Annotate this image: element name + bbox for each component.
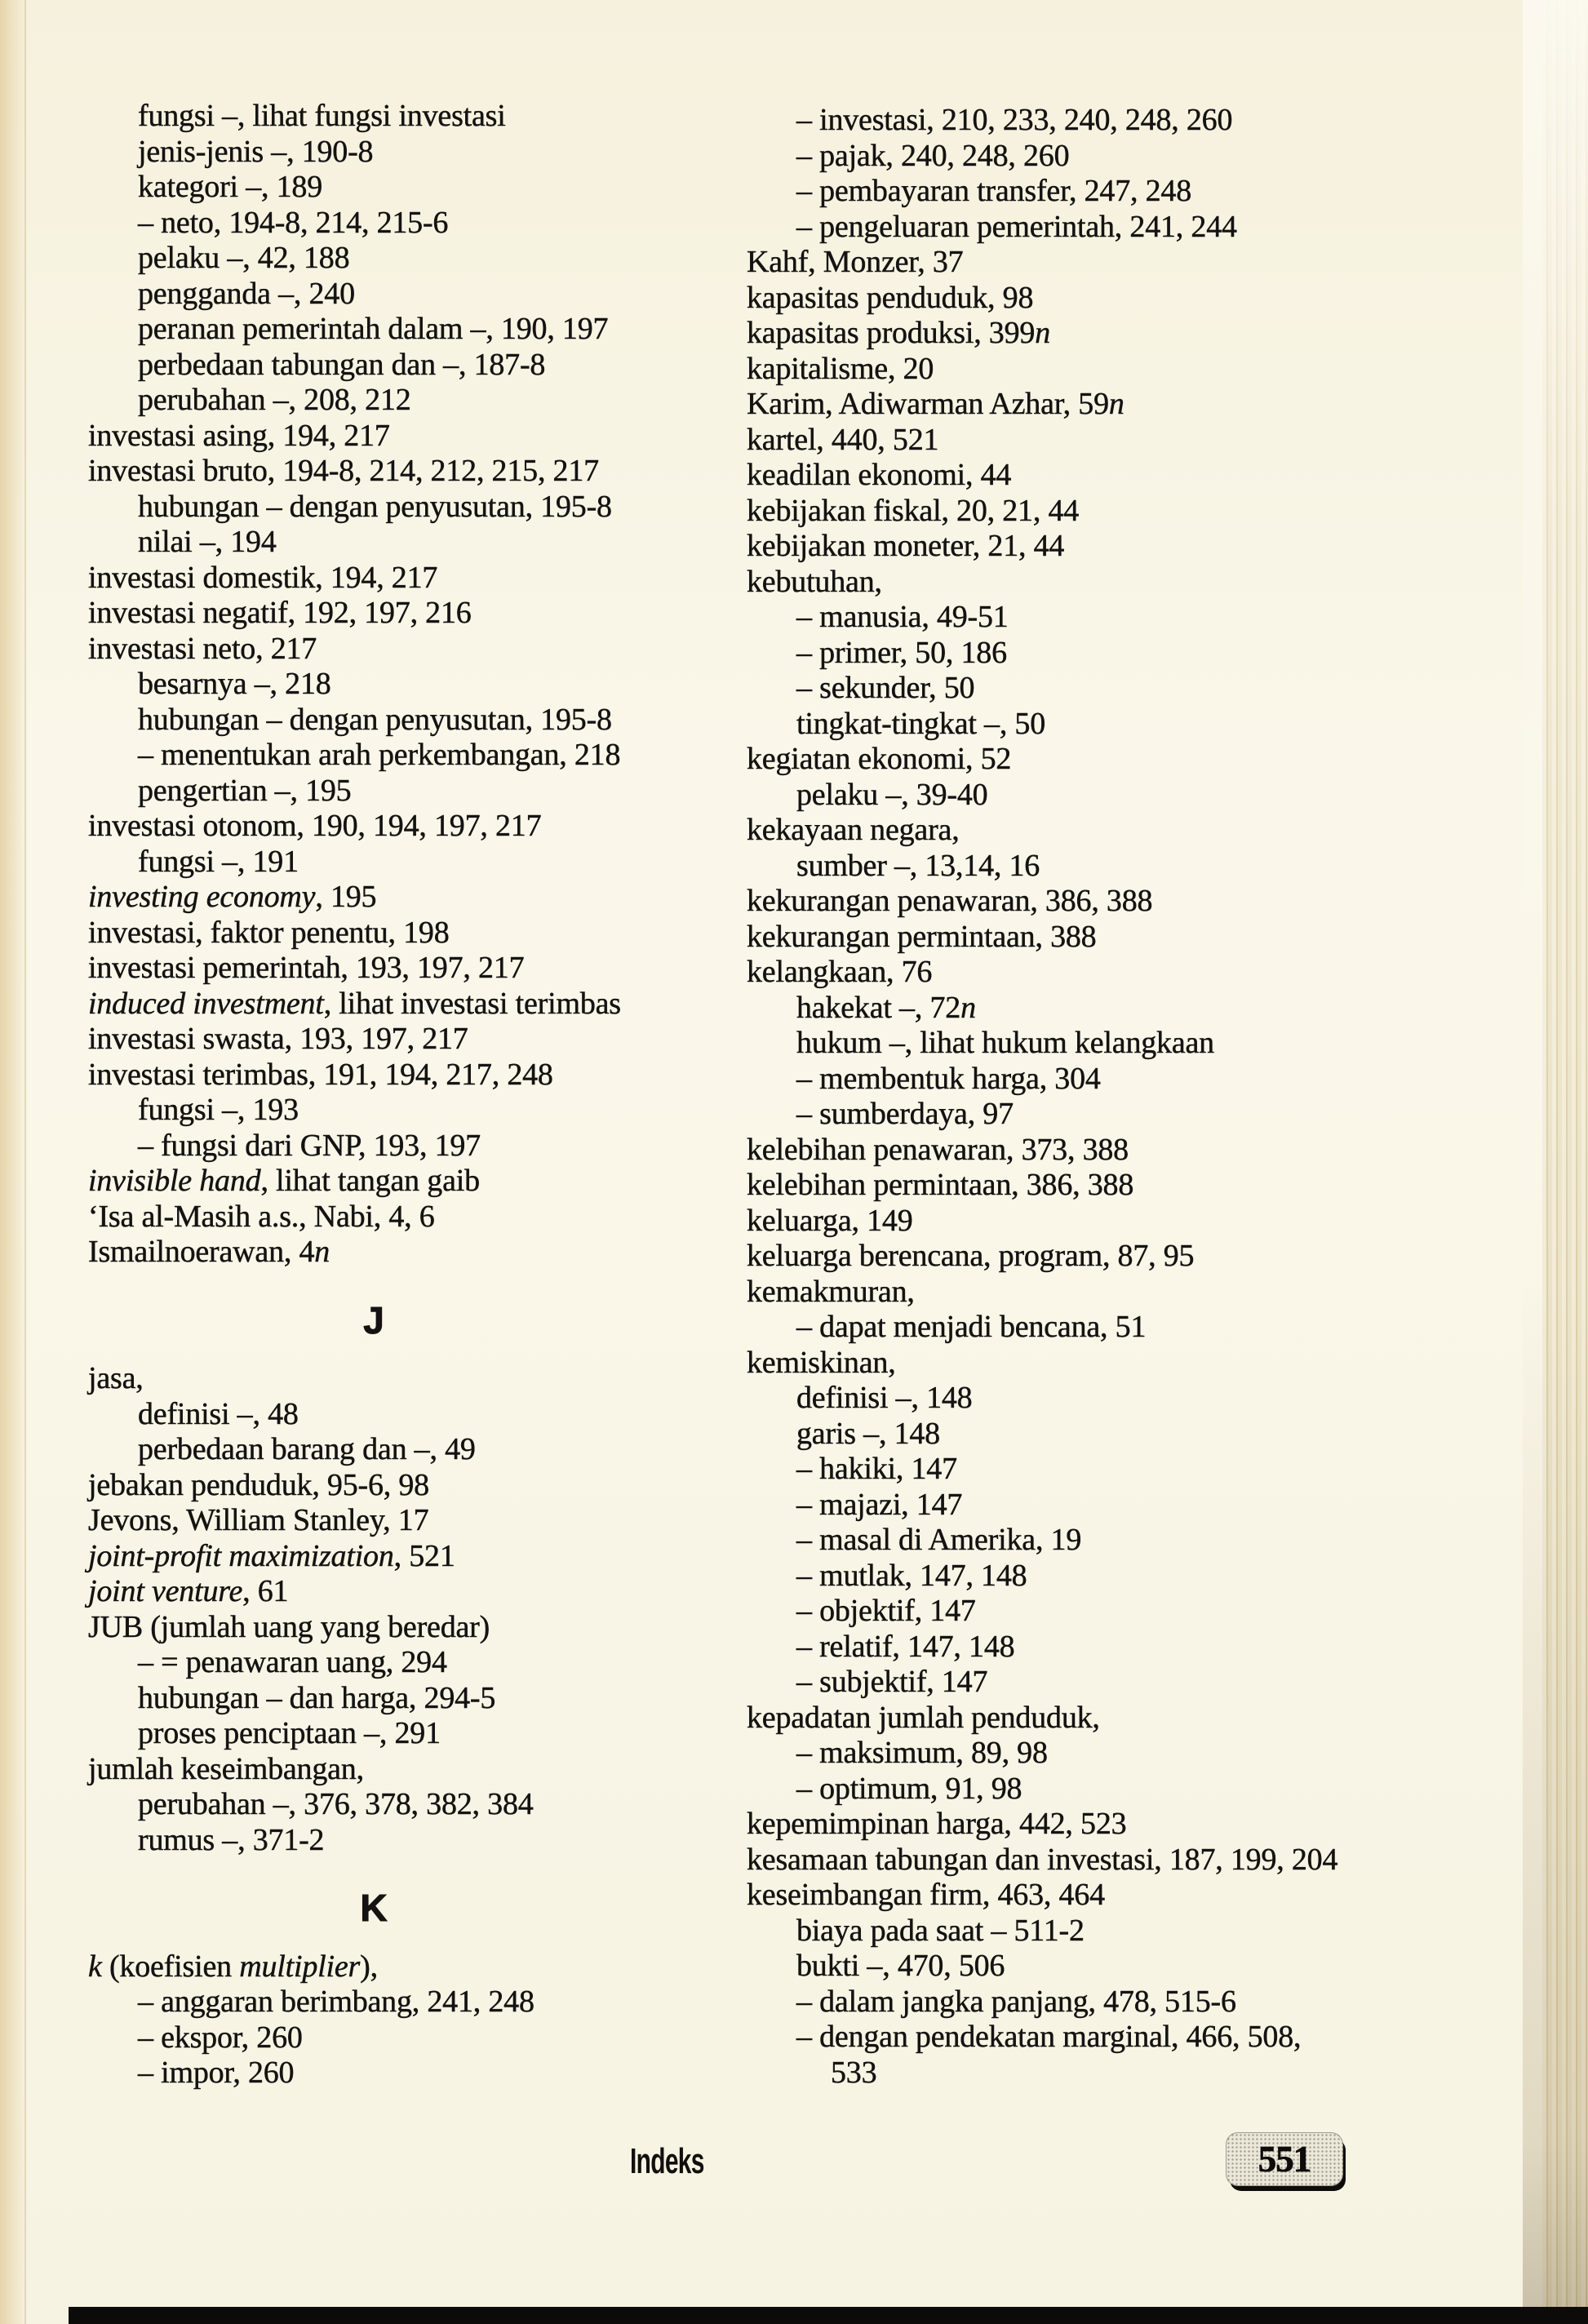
- index-entry-text: perubahan –, 208, 212: [138, 383, 411, 417]
- index-entry-text: – pengeluaran pemerintah, 241, 244: [796, 209, 1237, 244]
- index-entry: [796, 1381, 1571, 1417]
- index-entry: [796, 210, 1571, 246]
- index-entry: [88, 987, 741, 1022]
- index-entry-text: investasi terimbas, 191, 194, 217, 248: [88, 1057, 553, 1092]
- index-column-right: [747, 103, 1571, 2091]
- index-entry-text-italic: n: [314, 1235, 330, 1269]
- index-entry: [796, 174, 1571, 210]
- index-entry: [138, 774, 741, 809]
- index-entry: [796, 1310, 1571, 1346]
- index-entry-text: kelebihan permintaan, 386, 388: [747, 1168, 1134, 1202]
- index-entry: [796, 1736, 1571, 1772]
- index-entry-text: Karim, Adiwarman Azhar, 59: [747, 387, 1109, 421]
- index-entry-text: kelangkaan, 76: [747, 955, 933, 989]
- index-entry: [138, 490, 741, 526]
- index-entry-text: jenis-jenis –, 190-8: [138, 134, 374, 169]
- index-entry-text: kartel, 440, 521: [747, 422, 939, 457]
- index-entry-text-italic: n: [1035, 316, 1051, 350]
- index-entry-text: investasi swasta, 193, 197, 217: [88, 1022, 468, 1056]
- index-entry: [138, 845, 741, 880]
- index-entry-text: (koefisien: [101, 1949, 240, 1984]
- index-entry: [88, 1022, 741, 1058]
- index-entry-text: Kahf, Monzer, 37: [747, 245, 964, 279]
- index-entry-text: – manusia, 49-51: [796, 600, 1009, 634]
- index-entry: [138, 241, 741, 277]
- index-entry: [138, 1129, 741, 1164]
- index-entry: [88, 454, 741, 490]
- index-entry-text: – ekspor, 260: [138, 2020, 303, 2055]
- index-entry: [796, 1417, 1571, 1452]
- index-entry-text: perbedaan tabungan dan –, 187-8: [138, 347, 546, 382]
- index-entry-text: kegiatan ekonomi, 52: [747, 742, 1012, 776]
- index-entry-text: kekurangan penawaran, 386, 388: [747, 884, 1153, 918]
- index-entry: [138, 277, 741, 313]
- index-entry-text: pengertian –, 195: [138, 773, 352, 808]
- index-entry-text: hukum –, lihat hukum kelangkaan: [796, 1026, 1214, 1060]
- index-entry: [138, 1645, 741, 1681]
- index-entry-text: jumlah keseimbangan,: [88, 1751, 364, 1786]
- index-entry: [88, 880, 741, 916]
- index-entry-text: – investasi, 210, 233, 240, 248, 260: [796, 103, 1233, 137]
- index-entry: [138, 1432, 741, 1468]
- index-entry: [796, 1523, 1571, 1559]
- scan-left-edge-strip: [0, 0, 28, 2324]
- index-entry: [88, 632, 741, 667]
- index-entry-text: definisi –, 48: [138, 1396, 299, 1431]
- index-entry-text: – optimum, 91, 98: [796, 1771, 1022, 1806]
- index-entry: [138, 1787, 741, 1823]
- index-entry-text: kebijakan moneter, 21, 44: [747, 529, 1065, 563]
- index-entry-text: – relatif, 147, 148: [796, 1629, 1015, 1664]
- index-entry-text: kebijakan fiskal, 20, 21, 44: [747, 493, 1080, 528]
- index-entry: [796, 849, 1571, 885]
- index-entry: [796, 1062, 1571, 1098]
- index-entry: [747, 1878, 1571, 1914]
- index-entry: [138, 1823, 741, 1859]
- index-entry-text-italic: n: [960, 990, 976, 1025]
- index-entry-text: – subjektif, 147: [796, 1665, 988, 1699]
- index-entry-text: peranan pemerintah dalam –, 190, 197: [138, 312, 609, 346]
- index-entry: [796, 1026, 1571, 1062]
- index-entry: [88, 1058, 741, 1093]
- index-entry-text: pelaku –, 42, 188: [138, 241, 350, 275]
- index-entry: [88, 1610, 741, 1646]
- index-entry-text: 533: [831, 2055, 877, 2090]
- index-entry-text-italic: induced investment: [88, 986, 324, 1021]
- index-entry: [138, 312, 741, 348]
- index-entry-text: – sumberdaya, 97: [796, 1097, 1014, 1131]
- index-entry: [138, 2020, 741, 2056]
- index-entry: [796, 1594, 1571, 1630]
- index-entry: [796, 671, 1571, 707]
- index-entry-text: biaya pada saat – 511-2: [796, 1913, 1085, 1948]
- index-entry-text: hubungan – dengan penyusutan, 195-8: [138, 489, 612, 524]
- index-entry: [88, 1503, 741, 1539]
- index-entry-text: – = penawaran uang, 294: [138, 1645, 447, 1679]
- index-entry-text: fungsi –, 191: [138, 844, 299, 879]
- index-entry: [88, 1752, 741, 1788]
- index-entry-text: kapasitas penduduk, 98: [747, 280, 1034, 315]
- index-entry-text: – masal di Amerika, 19: [796, 1523, 1082, 1557]
- index-entry-text-italic: multiplier: [239, 1949, 361, 1984]
- index-entry-text: fungsi –, 193: [138, 1093, 299, 1127]
- index-entry: [796, 1985, 1571, 2020]
- index-entry: [796, 1559, 1571, 1594]
- index-entry-text: kepadatan jumlah penduduk,: [747, 1700, 1100, 1735]
- index-entry-text: hubungan – dengan penyusutan, 195-8: [138, 702, 612, 737]
- index-entry-text: – dengan pendekatan marginal, 466, 508,: [796, 2020, 1302, 2054]
- index-entry-text: – menentukan arah perkembangan, 218: [138, 738, 621, 772]
- index-entry: [796, 1914, 1571, 1949]
- index-entry: [138, 206, 741, 242]
- section-heading: K: [360, 1887, 388, 1929]
- index-entry-text: kategori –, 189: [138, 170, 323, 204]
- index-entry-text: , 61: [242, 1574, 289, 1608]
- index-entry: [88, 1539, 741, 1575]
- index-entry: [796, 139, 1571, 175]
- index-entry: [88, 1949, 741, 1985]
- index-entry-text: investasi bruto, 194-8, 214, 212, 215, 217: [88, 454, 599, 488]
- index-entry-text: kekayaan negara,: [747, 813, 960, 847]
- index-entry-text: fungsi –, lihat fungsi investasi: [138, 99, 506, 133]
- index-entry: [138, 703, 741, 738]
- index-entry: [747, 1346, 1571, 1382]
- index-entry: [138, 525, 741, 561]
- index-entry-text: – fungsi dari GNP, 193, 197: [138, 1128, 481, 1163]
- index-entry: [138, 667, 741, 703]
- index-entry: [88, 1574, 741, 1610]
- index-entry-text: , 521: [393, 1538, 455, 1573]
- index-entry-text: investasi asing, 194, 217: [88, 418, 390, 453]
- index-entry: [88, 809, 741, 845]
- index-entry: [747, 1133, 1571, 1169]
- index-entry-text: kesamaan tabungan dan investasi, 187, 199, 204: [747, 1842, 1338, 1877]
- index-entry: [88, 1468, 741, 1504]
- index-entry-text: investasi neto, 217: [88, 631, 317, 666]
- index-entry-text: jebakan penduduk, 95-6, 98: [88, 1467, 429, 1502]
- index-entry-text: , lihat tangan gaib: [260, 1164, 480, 1198]
- index-entry-text: keadilan ekonomi, 44: [747, 458, 1012, 492]
- index-entry: [138, 348, 741, 384]
- index-entry: [796, 1452, 1571, 1488]
- index-entry-text: , 195: [315, 880, 377, 914]
- index-entry-text: kemakmuran,: [747, 1274, 915, 1309]
- index-entry: [796, 1949, 1571, 1985]
- index-entry: [796, 103, 1571, 139]
- index-entry-text: – primer, 50, 186: [796, 635, 1007, 670]
- index-entry: [796, 1630, 1571, 1665]
- index-entry-text-italic: joint-profit maximization: [88, 1538, 394, 1573]
- index-entry-text: Ismailnoerawan, 4: [88, 1235, 315, 1269]
- index-entry-text: jasa,: [88, 1361, 144, 1395]
- index-entry: [138, 1397, 741, 1433]
- index-entry: [747, 1275, 1571, 1311]
- index-entry: [747, 884, 1571, 920]
- index-entry: [747, 529, 1571, 565]
- index-entry-text: Jevons, William Stanley, 17: [88, 1503, 429, 1537]
- index-entry-text: ‘Isa al-Masih a.s., Nabi, 4, 6: [88, 1199, 435, 1234]
- index-entry-text: sumber –, 13,14, 16: [796, 848, 1040, 883]
- index-entry: [138, 738, 741, 774]
- index-entry: [796, 1772, 1571, 1807]
- index-entry-text: bukti –, 470, 506: [796, 1949, 1005, 1983]
- index-entry-text: – sekunder, 50: [796, 671, 975, 705]
- index-entry-text-italic: investing economy: [88, 880, 316, 914]
- index-entry-text: tingkat-tingkat –, 50: [796, 706, 1046, 741]
- index-entry: [747, 281, 1571, 317]
- scan-left-edge-line: [24, 0, 26, 2324]
- index-entry-text: keseimbangan firm, 463, 464: [747, 1878, 1105, 1912]
- index-entry-text: investasi domestik, 194, 217: [88, 560, 438, 595]
- index-entry: [138, 1985, 741, 2020]
- index-entry-text: – impor, 260: [138, 2056, 295, 2090]
- index-entry-text: investasi pemerintah, 193, 197, 217: [88, 951, 525, 985]
- index-entry: [138, 99, 741, 135]
- footer-label: Indeks: [630, 2141, 704, 2181]
- index-entry-text: hubungan – dan harga, 294-5: [138, 1680, 496, 1715]
- index-entry-text: besarnya –, 218: [138, 667, 331, 701]
- index-entry: [831, 2056, 1571, 2091]
- index-entry-text: kemiskinan,: [747, 1345, 896, 1380]
- index-entry-text: – mutlak, 147, 148: [796, 1558, 1027, 1593]
- index-entry-text: – majazi, 147: [796, 1487, 963, 1522]
- index-entry: [796, 707, 1571, 743]
- index-entry: [88, 561, 741, 597]
- index-entry-text: JUB (jumlah uang yang beredar): [88, 1609, 490, 1644]
- index-entry: [796, 1097, 1571, 1133]
- index-entry-text: ),: [360, 1949, 378, 1984]
- scan-bottom-bar: [69, 2307, 1588, 2324]
- index-entry: [88, 1361, 741, 1397]
- index-entry: [747, 955, 1571, 991]
- index-entry: [747, 1843, 1571, 1878]
- index-entry-text: kebutuhan,: [747, 564, 882, 599]
- index-entry-text: investasi negatif, 192, 197, 216: [88, 596, 472, 630]
- index-entry-text: kapasitas produksi, 399: [747, 316, 1036, 350]
- index-entry: [88, 1200, 741, 1235]
- index-entry-text: – dalam jangka panjang, 478, 515-6: [796, 1984, 1236, 2019]
- index-entry: [747, 813, 1571, 849]
- index-entry-text: perubahan –, 376, 378, 382, 384: [138, 1787, 534, 1821]
- index-entry: [138, 1093, 741, 1129]
- index-entry: [747, 352, 1571, 388]
- index-entry-text: kapitalisme, 20: [747, 351, 934, 386]
- index-entry-text: definisi –, 148: [796, 1381, 973, 1415]
- index-column-left: [88, 99, 741, 2091]
- index-entry-text: – objektif, 147: [796, 1594, 976, 1628]
- index-entry-text: investasi, faktor penentu, 198: [88, 915, 450, 950]
- index-entry-text: , lihat investasi terimbas: [323, 986, 621, 1021]
- index-entry: [747, 742, 1571, 778]
- index-entry: [747, 387, 1571, 423]
- index-entry-text-italic: n: [1108, 387, 1124, 421]
- index-entry-text-italic: invisible hand: [88, 1164, 261, 1198]
- index-entry-text: – maksimum, 89, 98: [796, 1736, 1048, 1770]
- index-entry-text: nilai –, 194: [138, 525, 277, 559]
- index-entry: [747, 565, 1571, 601]
- index-entry-text: keluarga berencana, program, 87, 95: [747, 1239, 1195, 1273]
- index-entry: [796, 1488, 1571, 1523]
- index-entry: [138, 2056, 741, 2091]
- index-entry-text: kekurangan permintaan, 388: [747, 919, 1097, 954]
- index-entry: [747, 1807, 1571, 1843]
- index-entry: [747, 1701, 1571, 1736]
- index-entry: [88, 951, 741, 987]
- index-entry-text-italic: joint venture: [88, 1574, 243, 1608]
- index-entry: [747, 494, 1571, 530]
- index-entry: [88, 1164, 741, 1200]
- index-entry: [747, 1204, 1571, 1240]
- index-entry-text: pengganda –, 240: [138, 276, 355, 311]
- index-entry-text: kelebihan penawaran, 373, 388: [747, 1132, 1129, 1167]
- index-entry: [88, 1235, 741, 1271]
- index-entry: [88, 916, 741, 951]
- index-entry-text: investasi otonom, 190, 194, 197, 217: [88, 809, 542, 843]
- index-entry: [796, 778, 1571, 814]
- index-entry: [138, 1681, 741, 1717]
- index-entry: [796, 2020, 1571, 2056]
- index-entry: [88, 419, 741, 455]
- index-entry-text: – neto, 194-8, 214, 215-6: [138, 205, 449, 240]
- index-entry-text: – pajak, 240, 248, 260: [796, 138, 1070, 173]
- index-entry: [747, 1239, 1571, 1275]
- index-entry: [796, 600, 1571, 636]
- index-entry-text: – dapat menjadi bencana, 51: [796, 1310, 1147, 1344]
- index-entry: [747, 423, 1571, 459]
- section-heading: J: [363, 1298, 384, 1342]
- index-entry-text: pelaku –, 39-40: [796, 777, 988, 812]
- index-entry-text: garis –, 148: [796, 1416, 940, 1451]
- index-entry-text: – anggaran berimbang, 241, 248: [138, 1985, 535, 2019]
- index-entry: [138, 135, 741, 171]
- index-entry-text: keluarga, 149: [747, 1203, 913, 1238]
- index-entry: [796, 991, 1571, 1027]
- index-entry: [747, 316, 1571, 352]
- index-entry-text: proses penciptaan –, 291: [138, 1716, 441, 1750]
- index-entry: [796, 636, 1571, 672]
- page-number: 551: [1258, 2139, 1311, 2180]
- index-entry-text: perbedaan barang dan –, 49: [138, 1432, 476, 1466]
- index-entry: [138, 1716, 741, 1752]
- index-entry-text: kepemimpinan harga, 442, 523: [747, 1807, 1127, 1841]
- index-entry: [138, 383, 741, 419]
- index-entry: [747, 1168, 1571, 1204]
- index-entry: [138, 170, 741, 206]
- index-entry: [88, 596, 741, 632]
- index-entry-text-italic: k: [88, 1949, 102, 1984]
- index-entry-text: rumus –, 371-2: [138, 1822, 325, 1857]
- index-entry: [796, 1665, 1571, 1701]
- index-entry-text: – membentuk harga, 304: [796, 1061, 1101, 1096]
- page-number-badge: [1226, 2132, 1343, 2186]
- index-entry-text: – hakiki, 147: [796, 1452, 957, 1486]
- index-entry-text: hakekat –, 72: [796, 990, 961, 1025]
- index-entry-text: – pembayaran transfer, 247, 248: [796, 174, 1191, 208]
- index-entry: [747, 920, 1571, 956]
- index-entry: [747, 245, 1571, 281]
- index-entry: [747, 458, 1571, 494]
